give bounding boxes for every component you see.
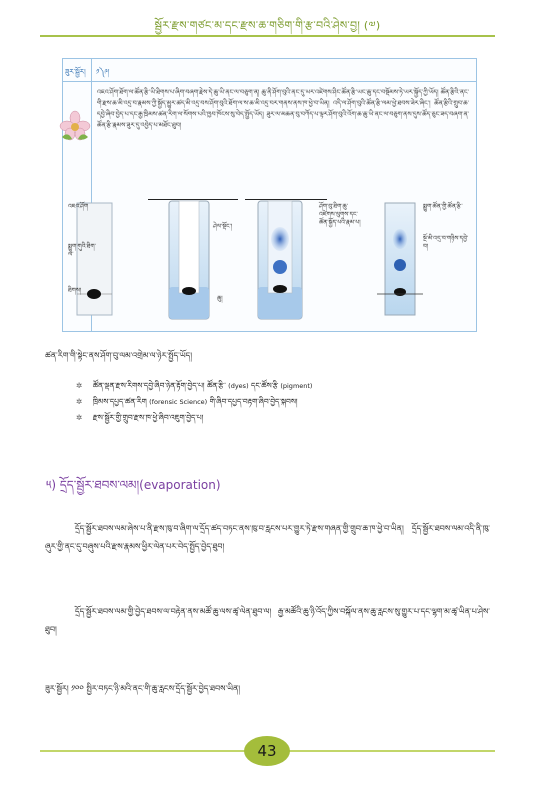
bullet-text: ཚོན་ལྡན་རྫས་རིགས་དབྱེ་ཞིབ་ཉེན་རྟོག་བྱེད་པ། ཚོན་རྩི་: [92, 381, 226, 390]
paper-chromatography-figure: [63, 199, 476, 331]
label-spot: ཐིགས།: [68, 287, 82, 294]
label-pencil-line: སྨྱུག་གུའི་ཐིག་ལ་: [68, 243, 96, 258]
running-title: སྦྱོར་རྫས་གཙང་མ་དང་རྫས་ཆ་གཅིག་གི་རྩ་བའི་ཤེས་བྱ། (༧): [154, 19, 381, 32]
sidebar-box: [62, 58, 477, 332]
star-bullet-icon: ✲: [76, 381, 83, 390]
chromatography-illustration: [63, 199, 476, 331]
box-paragraph: འཇའ་ཤོག་ཐོག་ལ་ཚོན་རྩི་ཡི་ཐིགས་པ་ཞིག་བཞག་རྗེས་དེ་ཆུ་ཡི་ནང་ལ་བཅུག་ན། ཆུ་ནི་ཤོག་བུའི་ནང་དུ་ཡར་འཛེགས་ཤིང་ཚོན་རྩི་ཡང་ཆུ་དང་བསྡོམས་ཏེ་ཡར་སྐྱོད་ཀྱི་ཡོད། ཚོན་རྩིའི་ནང་གི་རྫས་ཆ་མི་འདྲ་བ་རྣམས་ཀྱི་སྐྱོད་མྱུར་ཚད་མི་འདྲ་བས་ཤོག་བུའི་ཐོག་ལ་ས་ཆ་མི་འདྲ་བར་གནས་ནས་ཁ་ཕྱེ་བ་ཡིན། འདི་ལ་ཤོག་བུའི་ཚོན་རྩི་ལམ་ཕྱེ་ཐབས་ཟེར་ཞིང་། ཚོན་རྩིའི་གྲུབ་ཆ་དབྱེ་ཞིབ་བྱེད་པ་དང་རྒྱ་ཁྲིམས་ཚན་རིག་ལ་སོགས་པའི་ཁྱབ་ཁོངས་སུ་བེད་སྤྱོད་ཡོད། ཟུར་ལ་མཆན་བུ་བཀོད་པ་ལྟར་ཤོག་བུའི་འོག་ཆ་ཆུ་ཡི་ནང་ལ་བཅུག་ནས་དུས་ཚོད་ཅུང་ཟད་བཞག་ན་ཚོན་རྩི་རྣམས་ཟུར་དུ་འབྱེད་པ་མཐོང་ཐུབ།: [97, 89, 469, 129]
box-horizontal-rule: [63, 81, 476, 82]
box-label: ཟུར་སྦྱོར།: [65, 68, 86, 76]
label-solvent-rising: ཤོག་བུ་ཐིག་ཆུ་འཛེགས་ལུགས་དང་ཚོན་སྐྱོད་པའི་རྣམ་པ།: [319, 203, 361, 226]
bullet-text-2: དང་ཚོས་རྩི: [251, 381, 278, 390]
paragraph-3: ཟུར་སྦྱོར། ༡༠༠ སྤྱིར་བཏང་ཉི་མའི་ནང་གི་ཆུ་རླངས་དྲོད་སྦྱོར་བྱེད་ཐབས་ཡིན།: [45, 684, 241, 693]
label-water: ཆུ།: [217, 295, 223, 302]
bullet-en-term-2: (pigment): [280, 382, 313, 390]
bullet-text-2: གི་ཞིབ་དཔྱད་བརྟག་ཞིབ་བྱེད་སྐབས།: [209, 397, 298, 406]
box-number: ༡༽༩།: [96, 68, 110, 76]
page-header: [0, 0, 535, 40]
figure-caption: ཚན་རིག་གི་སྟེང་ནས་ཤོག་བུ་ལམ་འགྲེམ་ལ་ཉེར་སྤྱོད་ཡོད།: [45, 351, 193, 360]
header-rule: [40, 35, 495, 37]
bullet-en-term: (dyes): [228, 382, 249, 390]
bullet-en-term: (forensic Science): [149, 398, 208, 406]
label-glass-rod: ཤེལ་སྡོང་།: [213, 223, 233, 230]
bullet-text: ཁྲིམས་དཔྱད་ཚན་རིག: [92, 397, 147, 406]
bullet-item: [76, 394, 496, 410]
star-bullet-icon: ✲: [76, 397, 83, 406]
page-number: 43: [244, 736, 290, 766]
paragraph-2: དྲོད་སྦྱོར་ཐབས་ལམ་གྱི་བྱེད་ཐབས་ལ་བརྟེན་ནས་མཚོ་ཆུ་ལས་ཚྭ་ལེན་ཐུབ་ལ། རྒྱ་མཚོའི་ཆུ་ཉི་འོད་ཀྱིས་བསྐོལ་ནས་ཆུ་རླངས་སུ་གྱུར་པ་དང་ལྷག་མ་ཚྭ་ཡིན་པ་ཤེས་ཐུབ།: [45, 607, 490, 634]
star-bullet-icon: ✲: [76, 413, 83, 422]
bullet-text: རྫས་སྦྱོར་གྱི་གྲུབ་རྫས་ཁ་ཕྱེ་ཞིབ་འཇུག་བྱེད་པ།: [92, 413, 204, 422]
paragraph-1: དྲོད་སྦྱོར་ཐབས་ལམ་ཞེས་པ་ནི་རྫས་ཁུ་བ་ཞིག་ལ་དྲོད་ཚད་བཏང་ནས་ཁུ་བ་རླངས་པར་གྱུར་ཏེ་རྫས་གཞན་གྱི་གྲུབ་ཆ་ཁ་ཕྱེ་བ་ཡིན། དྲོད་སྦྱོར་ཐབས་ལམ་འདི་ནི་ཁུ་ཞུར་གྱི་ནང་དུ་བཞུས་པའི་རྫས་རྣམས་ཕྱིར་ལེན་པར་བེད་སྤྱོད་བྱེད་ཐུབ།: [45, 524, 490, 551]
section-heading-evaporation: ༥) དྲོད་སྦྱོར་ཐབས་ལམ།(evaporation): [46, 478, 221, 492]
label-filter-paper: འཇའ་ཤོག: [68, 203, 89, 210]
bullet-list: [76, 378, 496, 426]
label-two-colors: སྔོ་མི་འདྲ་བ་གཉིས་དབྱེ་བ།: [423, 235, 469, 250]
label-ink-separation: སྨྱུག་ཚོན་གྱི་ཚོན་རྩི་: [423, 203, 463, 210]
flower-icon: [58, 109, 92, 143]
bullet-item: [76, 378, 496, 394]
bullet-item: [76, 410, 496, 426]
